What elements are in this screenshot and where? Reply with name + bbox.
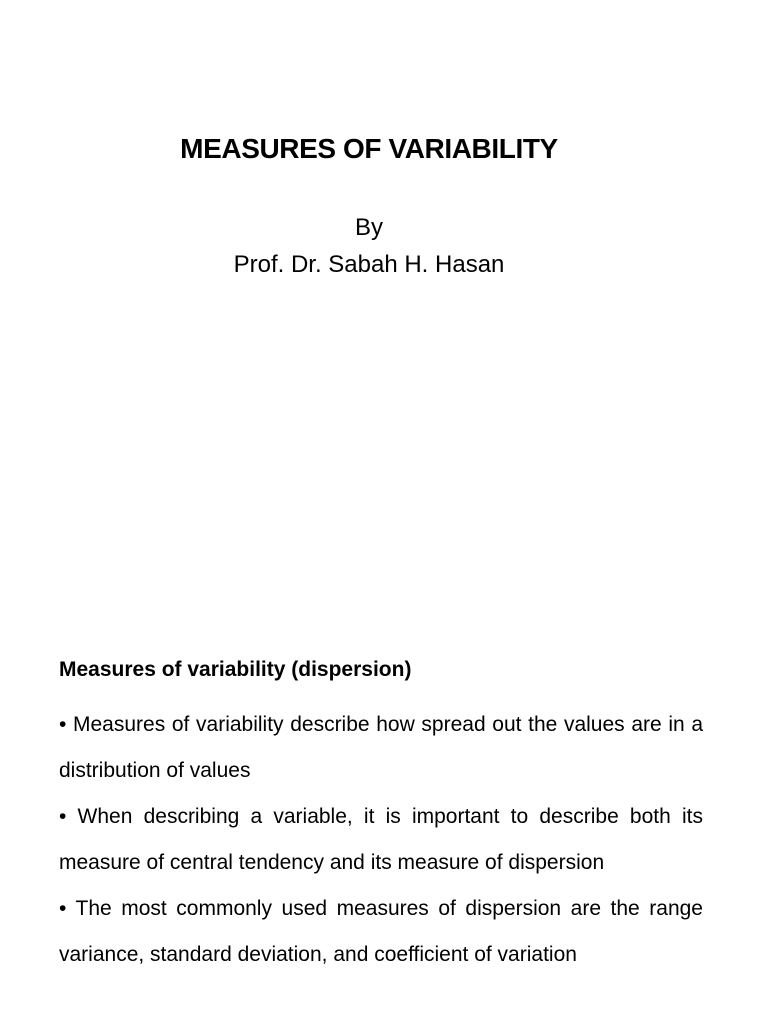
page-title: MEASURES OF VARIABILITY <box>180 133 558 164</box>
byline-label: By <box>354 214 383 241</box>
bullet-item: • When describing a variable, it is important to describe both its measure of central tendency and its measure of dispersion <box>59 805 703 874</box>
bullet-item: • Measures of variability describe how spread out the values are in a distribution of values <box>59 713 703 782</box>
bullet-item: • The most commonly used measures of dispersion are the range variance, standard deviation, and coefficient of variation <box>59 897 703 966</box>
section-heading: Measures of variability (dispersion) <box>59 658 412 681</box>
author-name: Prof. Dr. Sabah H. Hasan <box>233 251 505 278</box>
content-section <box>59 656 703 978</box>
